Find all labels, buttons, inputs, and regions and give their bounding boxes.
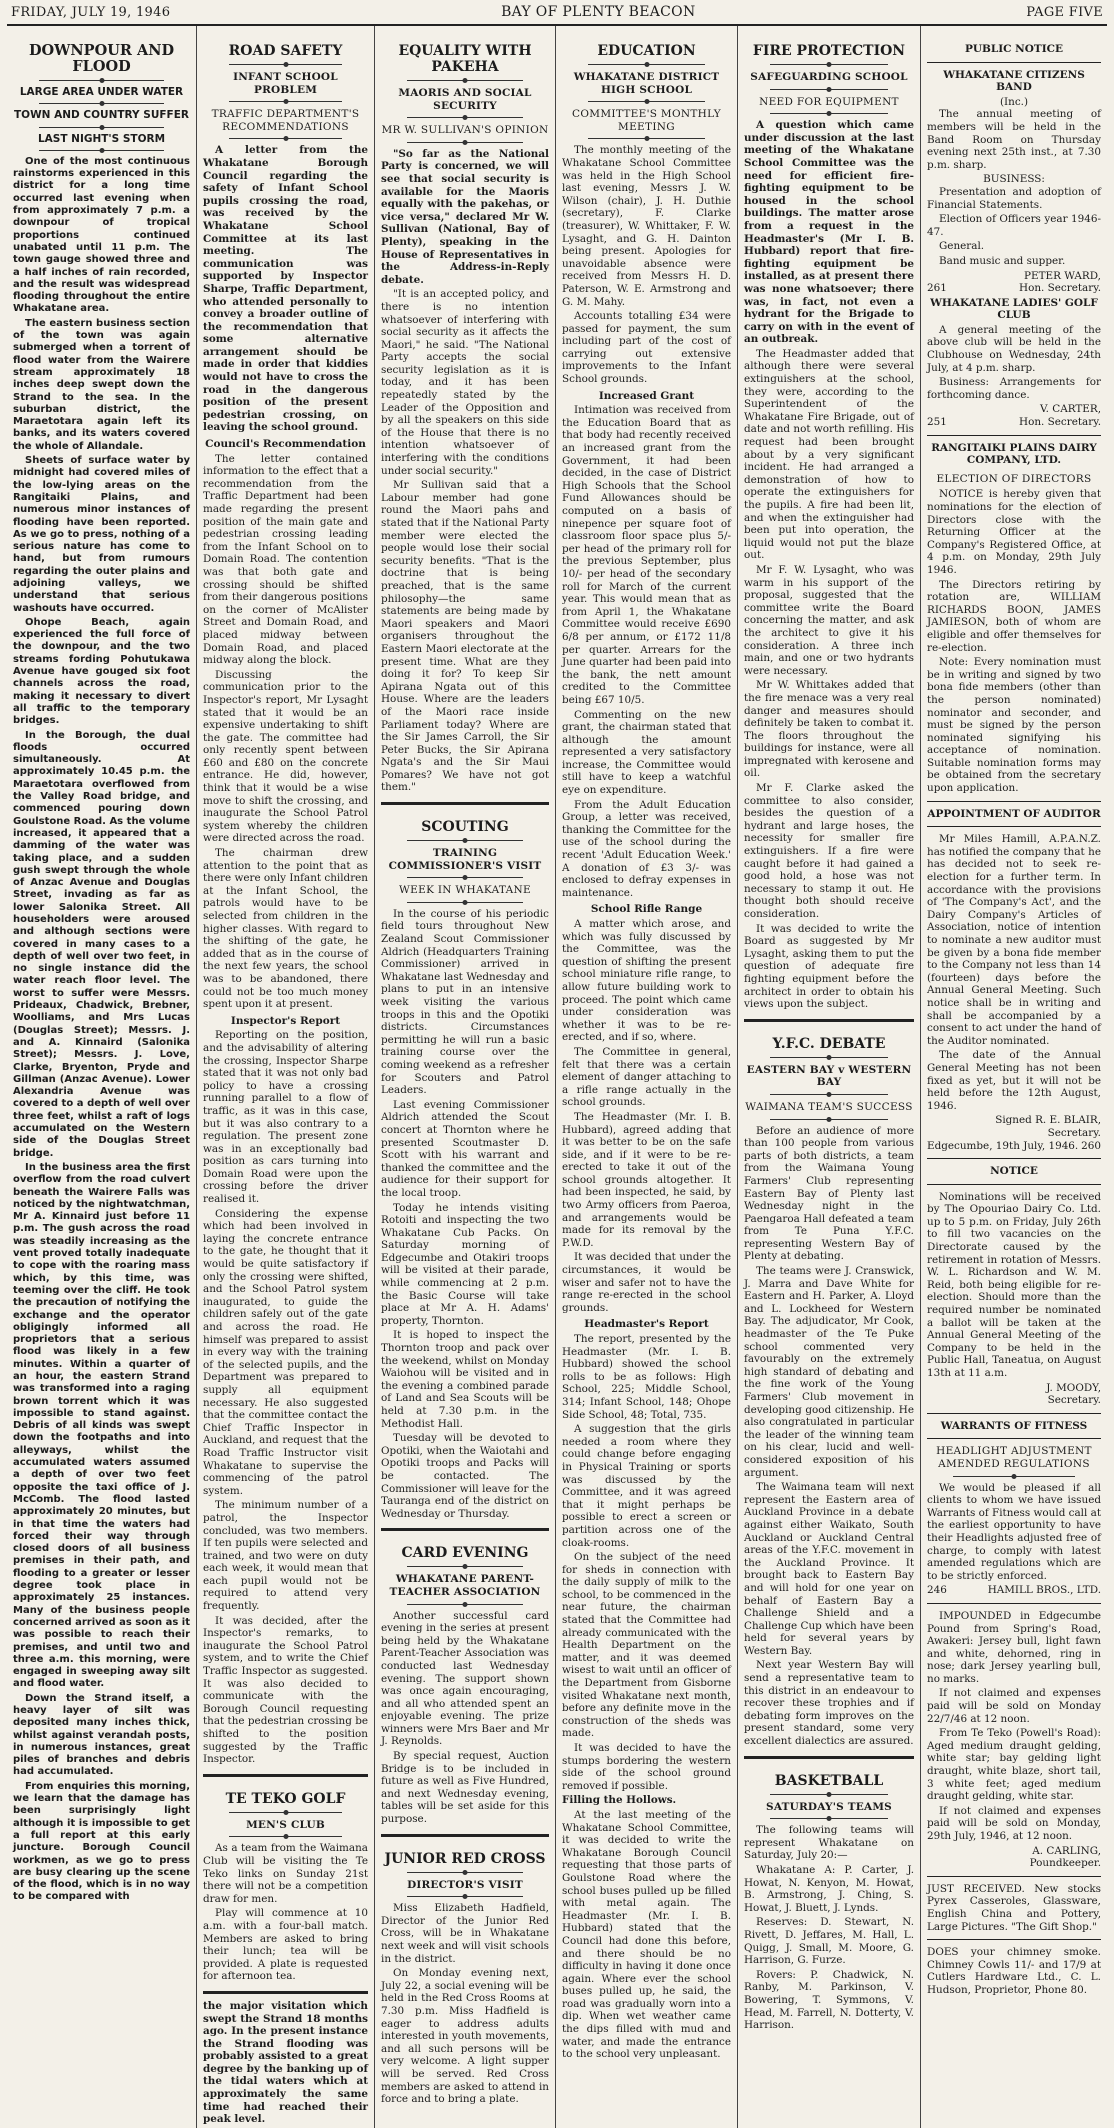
- subhead: MEN'S CLUB: [246, 1818, 325, 1831]
- signature-role: Secretary.: [1047, 1394, 1101, 1407]
- divider: [770, 1119, 888, 1120]
- divider: [588, 101, 705, 102]
- divider: [927, 1876, 1101, 1877]
- subhead: SAFEGUARDING SCHOOL: [750, 71, 908, 83]
- divider: [927, 435, 1101, 436]
- columns: [7, 26, 1107, 2126]
- column-fire-protection: [738, 26, 921, 2128]
- column-public-notices: [921, 26, 1107, 2128]
- paragraph: General.: [939, 240, 985, 253]
- headline-junior-red-cross: JUNIOR RED CROSS: [384, 1850, 546, 1867]
- paragraph: A suggestion that the girls needed a room where they could change before engaging in Physical Training or sports was discussed by the Committee, and it was agreed that it might perhaps be possible to erect a screen or partition across one of the cloak-rooms.: [562, 1423, 731, 1549]
- paragraph: It was decided to write the Board as suggested by Mr Lysaght, asking them to put the question of adequate fire fighting equipment before the architect in order to obtain his views upon the subject.: [744, 922, 914, 1011]
- divider: [407, 1896, 523, 1897]
- paragraph: From enquiries this morning, we learn that the damage has been surprisingly light although it is impossible to get a full report at this early juncture. Borough Council workmen, as we go to press are busy clearing up the scene of the flood, which is in no way to be compared with: [13, 1780, 190, 1903]
- paragraph: It was decided, after the Inspector's remarks, to inaugurate the School Patrol system, and to write the Chief Traffic Inspector as suggested. It was also decided to communicate with the Borough Council requesting that the pedestrian crossing be shifted to the position suggested by the Traffic Inspector.: [203, 1614, 368, 1766]
- subhead: TRAINING COMMISSIONER'S VISIT: [388, 847, 542, 872]
- lead-paragraph: A question which came under discussion at the last meeting of the Whakatane School Committee was the need for efficient fire-fighting equipment to be housed in the school buildings. The matter arose from a request in the Headmaster's (Mr I. B. Hubbard) report that fire-fighting equipment be installed, as at present there was none whatsoever; there was, in fact, not even a hydrant for the Brigade to carry on with in the event of an outbreak.: [744, 119, 914, 346]
- notice-subtitle: (Inc.): [999, 95, 1029, 108]
- paragraph: The chairman drew attention to the point that as there were only Infant children at the Infant School, the patrols would have to be selected from children in the higher classes. With regard to the shifting of the gate, he added that as in the course of the next few years, the school was to be abandoned, there could not be too much money spent upon it at present.: [203, 847, 368, 1011]
- divider: [770, 1794, 888, 1795]
- paragraph: The report, presented by the Headmaster (Mr. I. B. Hubbard) showed the school rolls to be as follows: High School, 225; Middle School, 314; Infant School, 148; Ohope Side School, 48; Total, 735.: [562, 1333, 731, 1421]
- section-heading: Headmaster's Report: [584, 1318, 709, 1331]
- signature-row: [927, 1584, 1101, 1597]
- notice-title: APPOINTMENT OF AUDITOR: [927, 807, 1101, 820]
- paragraph: Note: Every nomination must be in writing and signed by two bona fide members (other than the person nominated) nominator and seconder, and must be signed by the person nominated signifying his acceptance of nomination. Suitable nomination forms may be obtained from the secretary upon application.: [927, 656, 1101, 795]
- divider: [927, 1603, 1101, 1604]
- paragraph: It was decided that under the circumstances, it would be wiser and safer not to have the range re-erected in the school grounds.: [562, 1251, 731, 1314]
- divider: [744, 1019, 914, 1022]
- paragraph: It was decided to have the stumps bordering the western side of the school ground removed if possible.: [562, 1742, 731, 1792]
- paragraph: "It is an accepted policy, and there is no intention whatsoever of interfering with social security as it affects the Maori," he said. "The National Party accepts the social security legislation as it is today, and it has been repeatedly stated by the Leader of the Opposition and by all the speakers on this side of the House that there is no intention whatsoever of interfering with the conditions under social security.": [381, 288, 549, 477]
- paragraph: Another successful card evening in the series at present being held by the Whakatane Parent-Teacher Association was conducted last Wednesday evening. The support shown was once again encouraging, and all who attended spent an enjoyable evening. The prize winners were Mrs Baer and Mr J. Reynolds.: [381, 1609, 549, 1748]
- paragraph: Whakatane A: P. Carter, J. Howat, N. Kenyon, M. Howat, B. Armstrong, J. Ching, S. Howat, J. Bluett, J. Lynds.: [744, 1864, 914, 1914]
- paragraph: Reserves: D. Stewart, N. Rivett, D. Jeffares, M. Hall, L. Quigg, J. Small, M. Moore, G. Harrison, G. Furze.: [744, 1916, 914, 1967]
- paragraph: In the course of his periodic field tours throughout New Zealand Scout Commissioner Aldrich (Headquarters Training Commissioner) arrived in Whakatane last Wednesday and plans to put in an intensive week visiting the various troops in this and the Opotiki districts. Circumstances permitting he will run a basic training course over the coming weekend as a refresher for Scouters and Patrol Leaders.: [381, 907, 549, 1097]
- divider: [407, 80, 523, 81]
- paragraph: Tuesday will be devoted to Opotiki, when the Waiotahi and Opotiki troops and Packs will be contacted. The Commissioner will leave for the Tauranga end of the district on Wednesday or Thursday.: [381, 1432, 549, 1520]
- subhead: WHAKATANE DISTRICT HIGH SCHOOL: [573, 71, 720, 96]
- signature: J. MOODY,: [1046, 1381, 1101, 1394]
- paragraph: Business: Arrangements for forthcoming dance.: [927, 376, 1101, 401]
- divider: [407, 840, 523, 841]
- paragraph: Presentation and adoption of Financial Statements.: [927, 185, 1101, 211]
- paragraph: Mr Miles Hamill, A.P.A.N.Z. has notified the company that he has decided not to seek re-election for a further term. In accordance with the provisions of 'The Company's Act', and the Dairy Company's Articles of Association, notice of intention to nominate a new auditor must be given by a bona fide member to the Company not less than 14 (fourteen) days before the Annual General Meeting. Such notice shall be in writing and shall be accompanied by a consent to act under the hand of the Auditor nominated.: [927, 833, 1101, 1047]
- paragraph: Nominations will be received by The Opouriao Dairy Co. Ltd. up to 5 p.m. on Friday, July 26th to fill two vacancies on the Directorate caused by the retirement in rotation of Messrs. W. L. Richardson and W. M. Reid, both being eligible for re-election. Should more than the required number be nominated a ballot will be taken at the Annual General Meeting of the Company to be held in the Public Hall, Taneatua, on August 13th at 11 a.m.: [927, 1190, 1101, 1379]
- divider: [407, 142, 523, 143]
- headline-equality: EQUALITY WITH PAKEHA: [398, 43, 532, 75]
- paragraph: From the Adult Education Group, a letter was received, thanking the Committee for the use of the school during the recent 'Adult Education Week.' A donation of £3 3/- was enclosed to defray expenses in maintenance.: [562, 798, 731, 899]
- headline-education: EDUCATION: [597, 43, 696, 59]
- divider: [39, 127, 164, 128]
- paragraph: On the subject of the need for sheds in connection with the daily supply of milk to the school, to be commenced in the near future, the chairman stated that the Committee had already communicated with the Health Department on the matter, and it was deemed wisest to wait until an officer of the Department from Gisborne visited Whakatane next month, before any definite move in the construction of the sheds was made.: [562, 1551, 731, 1740]
- subhead: LAST NIGHT'S STORM: [37, 132, 166, 145]
- headline-downpour: DOWNPOUR AND FLOOD: [28, 42, 175, 75]
- divider: [770, 89, 888, 90]
- signature-row: [927, 416, 1101, 429]
- section-heading: Inspector's Report: [230, 1014, 341, 1027]
- divider: [407, 117, 523, 118]
- divider: [770, 1818, 888, 1819]
- divider: [203, 1991, 368, 1994]
- divider: [770, 113, 888, 114]
- paragraph: As a team from the Waimana Club will be visiting the Te Teko links on Sunday 21st there will not be a competition draw for men.: [203, 1842, 368, 1905]
- divider: [927, 1438, 1101, 1439]
- signature: A. CARLING,: [1032, 1844, 1101, 1857]
- signature: Signed R. E. BLAIR,: [995, 1114, 1101, 1127]
- notice-number: 246: [927, 1584, 947, 1597]
- divider: [744, 1756, 914, 1759]
- divider: [39, 80, 164, 81]
- paragraph: The Directors retiring by rotation are, WILLIAM RICHARDS BOON, JAMES JAMIESON, both of whom are eligible and offer themselves for re-election.: [927, 578, 1101, 654]
- divider: [381, 802, 549, 805]
- notice-title: WARRANTS OF FITNESS: [940, 1419, 1088, 1432]
- subhead: LARGE AREA UNDER WATER: [19, 86, 184, 98]
- divider: [927, 1413, 1101, 1414]
- signature-role: Secretary.: [1047, 1126, 1101, 1139]
- paragraph: If not claimed and expenses paid will be sold on Monday, 29th July, 1946, at 12 noon.: [927, 1804, 1101, 1842]
- column-downpour: [7, 26, 197, 2128]
- paragraph: Mr F. Clarke asked the committee to also consider, besides the question of a hydrant and large hoses, the necessity for smaller fire extinguishers. If a fire were caught before it had gained a good hold, a hose was not necessary to stamp it out. He thought both should receive consideration.: [744, 782, 914, 920]
- divider: [203, 1774, 368, 1777]
- divider: [229, 64, 342, 65]
- classified-ad: JUST RECEIVED. New stocks Pyrex Casseroles, Glassware, English China and Pottery, Large Pictures. "The Gift Shop.": [927, 1882, 1101, 1933]
- lead-paragraph: "So far as the National Party is concerned, we will see that social security is available for the Maoris equally with the pakehas, or vice versa," declared Mr W. Sullivan (National, Bay of Plenty), speaking in the House of Representatives in the Address-in-Reply debate.: [381, 147, 549, 286]
- signature-role: Hon. Secretary.: [1019, 282, 1101, 295]
- paragraph: Commenting on the new grant, the chairman stated that although the amount represented a very satisfactory increase, the Committee would still have to keep a watchful eye on expenditure.: [562, 708, 731, 797]
- masthead-date: FRIDAY, JULY 19, 1946: [11, 4, 171, 20]
- signature: HAMILL BROS., LTD.: [987, 1584, 1101, 1597]
- divider: [770, 64, 888, 65]
- signature-row: [927, 282, 1101, 295]
- divider: [381, 1834, 549, 1837]
- paragraph: Miss Elizabeth Hadfield, Director of the Junior Red Cross, will be in Whakatane next week and will visit schools in the district.: [381, 1902, 549, 1965]
- classified-ad: DOES your chimney smoke. Chimney Cowls 11/- and 17/9 at Cutlers Hardware Ltd., C. L. Hudson, Proprietor, Phone 80.: [927, 1946, 1101, 1996]
- headline-card-evening: CARD EVENING: [401, 1545, 529, 1562]
- divider: [927, 1939, 1101, 1940]
- paragraph: At the last meeting of the Whakatane School Committee, it was decided to write the Whakatane Borough Council requesting that those parts of Goulstone Road where the school buses pulled up be filled with metal again. The Headmaster (Mr. I. B. Hubbard) stated that the Council had done this before, and there should be no difficulty in having it done once again. Where ever the school buses pulled up, he said, the road was gradually worn into a dip. When wet weather came the dips filled with mud and water, and made the entrance to the school very unpleasant.: [562, 1808, 731, 2061]
- divider: [229, 101, 342, 102]
- paragraph: The annual meeting of members will be held in the Band Room on Thursday evening next 25th inst., at 7.30 p.m. sharp.: [927, 108, 1101, 171]
- headline-te-teko-golf: TE TEKO GOLF: [225, 1790, 346, 1807]
- paragraph: The date of the Annual General Meeting has not been fixed as yet, but it will not be held before the 12th August, 1946.: [927, 1049, 1101, 1112]
- headline-public-notice: PUBLIC NOTICE: [964, 43, 1064, 55]
- notice-subtitle: HEADLIGHT ADJUSTMENT AMENDED REGULATIONS: [936, 1445, 1092, 1470]
- notice-number: 251: [927, 416, 947, 429]
- subhead: WHAKATANE PARENT-TEACHER ASSOCIATION: [389, 1573, 541, 1598]
- newspaper-page: [7, 0, 1107, 2126]
- paragraph: Election of Officers year 1946-47.: [927, 213, 1101, 238]
- section-heading: Increased Grant: [598, 389, 695, 402]
- paragraph: Accounts totalling £34 were passed for payment, the sum including part of the cost of carrying out extensive improvements to the Infant School grounds.: [562, 310, 731, 386]
- notice-number: 260: [1081, 1139, 1101, 1152]
- paragraph: In the business area the first overflow from the road culvert beneath the Wairere Falls was noticed by the nightwatchman, Mr A. Kinnaird just before 11 p.m. The gush across the road was steadily increasing as the vent proved totally inadequate to cope with the roaring mass which, by this time, was teeming over the cliff. He took the precaution of notifying the exchange and the operator obligingly informed all proprietors that a serious flood was likely in a few minutes. Within a quarter of an hour, the eastern Strand was transformed into a raging brown torrent which it was impossible to stand against. Debris of all kinds was swept down the footpaths and into alleyways, whilst the accumulated waters assumed a depth of over two feet opposite the taxi office of J. McComb. The flood lasted approximately 20 minutes, but in that time the waters had forced their way through closed doors of all business premises in their path, and flooding to a greater or lesser degree took place in approximately 25 instances. Many of the business people concerned arrived as soon as it was possible to reach their premises, and until two and three a.m. this morning, were engaged in sweeping away silt and flood water.: [13, 1161, 190, 1690]
- subhead: WAIMANA TEAM'S SUCCESS: [745, 1100, 913, 1113]
- continued-paragraph: the major visitation which swept the Strand 18 months ago. In the present instance the Strand flooding was probably assisted to a great degree by the banking up of the tidal waters which at approximately the same time had reached their peak level.: [203, 1999, 368, 2126]
- paragraph: In the Borough, the dual floods occurred simultaneously. At approximately 10.45 p.m. the Maraetotara overflowed from the Valley Road bridge, and commenced pouring down Goulstone Road. As the volume increased, it appeared that a damming of the water was taking place, and a sudden gush swept through the whole of Anzac Avenue and Douglas Street, invading as far as lower Salonika Street. All householders were aroused and although sections were covered in many cases to a depth of well over two feet, in no single instance did the water reach floor level. The worst to suffer were Messrs. Prideaux, Chadwick, Brebner, Woolliams, and Mrs Lucas (Douglas Street); Messrs. J. and A. Kinnaird (Salonika Street); Messrs. J. Love, Clarke, Bryenton, Pryde and Gillman (Anzac Avenue). Lower Alexandria Avenue was covered to a depth of well over three feet, whilst a raft of logs accumulated on the Western side of the Douglas Street bridge.: [13, 729, 190, 1159]
- paragraph: Mr W. Whittakes added that the fire menace was a very real danger and measures should definitely be taken to combat it. The floors throughout the buildings for instance, were all impregnated with kerosene and oil.: [744, 679, 914, 780]
- notice-label: BUSINESS:: [983, 173, 1045, 186]
- subhead: INFANT SCHOOL PROBLEM: [233, 71, 338, 96]
- subhead: NEED FOR EQUIPMENT: [759, 95, 899, 108]
- divider: [588, 64, 705, 65]
- paragraph: The eastern business section of the town was again submerged when a torrent of flood water from the Wairere stream approximately 18 inches deep swept down the Strand to the sea. In the suburban district, the Maraetotara again left its banks, and its waters covered the whole of Allandale.: [13, 317, 190, 452]
- paragraph: NOTICE is hereby given that nominations for the election of Directors close with the Returning Officer at the Company's Registered Office, at 4 p.m. on Monday, 29th July 1946.: [927, 488, 1101, 576]
- masthead-page: PAGE FIVE: [1026, 4, 1103, 20]
- subhead: DIRECTOR'S VISIT: [407, 1878, 523, 1891]
- paragraph: Ohope Beach, again experienced the full force of the downpour, and the two streams fording Pohutukawa Avenue have gouged six foot channels across the road, making it necessary to divert all traffic to the temporary bridges.: [13, 616, 190, 727]
- divider: [770, 1094, 888, 1095]
- paragraph: Considering the expense which had been involved in laying the concrete entrance to the gate, he thought that it would be quite satisfactory if only the crossing were shifted, and the School Patrol system inaugurated, to guide the children safely out of the gate and across the road. He himself was prepared to assist in every way with the training of the selected pupils, and the Department was prepared to supply all equipment necessary. He also suggested that the committee contact the Chief Traffic Inspector in Auckland, and request that the Road Traffic Instructor visit Whakatane to supervise the commencing of the patrol system.: [203, 1207, 368, 1497]
- paragraph: The Committee in general, felt that there was a certain element of danger attaching to a rifle range actually in the school grounds.: [562, 1045, 731, 1109]
- subhead: TOWN AND COUNTRY SUFFER: [14, 109, 189, 122]
- paragraph: We would be pleased if all clients to whom we have issued Warrants of Fitness would call at the earliest opportunity to have their Headlights adjusted free of charge, to comply with latest amended regulations which are to be strictly enforced.: [927, 1481, 1101, 1582]
- masthead-paper-name: BAY OF PLENTY BEACON: [501, 4, 696, 20]
- paragraph: The monthly meeting of the Whakatane School Committee was held in the High School last evening, Messrs J. W. Wilson (chair), J. H. Duthie (secretary), F. Clarke (treasurer), W. Whittaker, F. W. Lysaght, and G. H. Dainton being present. Apologies for unavoidable absence were received from Messrs H. D. Paterson, W. E. Armstrong and G. M. Mahy.: [562, 144, 731, 308]
- notice-subtitle: ELECTION OF DIRECTORS: [936, 472, 1092, 485]
- paragraph: On Monday evening next, July 22, a social evening will be held in the Red Cross Rooms at 7.30 p.m. Miss Hadfield is eager to address adults interested in youth movements, and all such persons will be very welcome. A light supper will be served. Red Cross members are asked to attend in force and to bring a plate.: [381, 1967, 549, 2106]
- subhead: WEEK IN WHAKATANE: [399, 884, 531, 897]
- divider: [927, 826, 1101, 827]
- divider: [39, 103, 164, 104]
- signature-role: Hon. Secretary.: [1019, 416, 1101, 429]
- paragraph: Sheets of surface water by midnight had covered miles of the low-lying areas on the Rangitaiki Plains, and numerous minor instances of flooding have been reported. As we go to press, nothing of a serious nature has come to hand, but from rumours regarding the outer plains and adjoining valleys, we understand that serious washouts have occurred.: [13, 455, 190, 614]
- divider: [953, 1476, 1075, 1477]
- lead-paragraph: A letter from the Whakatane Borough Council regarding the safety of Infant School pupils crossing the road, was received by the Whakatane School Committee at its last meeting. The communication was supported by Inspector Sharpe, Traffic Department, who attended personally to convey a broader outline of the recommendation that some alternative arrangement should be made in order that kiddies would not have to cross the road in the dangerous position of the present pedestrian crossing, on leaving the school ground.: [203, 144, 368, 434]
- divider: [770, 1057, 888, 1058]
- headline-scouting: SCOUTING: [421, 819, 509, 836]
- paragraph: The following teams will represent Whakatane on Saturday, July 20:—: [744, 1824, 914, 1862]
- divider: [407, 1566, 523, 1567]
- divider: [407, 1872, 523, 1873]
- subhead: SATURDAY'S TEAMS: [766, 1800, 892, 1813]
- notice-title: WHAKATANE LADIES' GOLF CLUB: [930, 296, 1098, 322]
- divider: [927, 801, 1101, 802]
- paragraph: Play will commence at 10 a.m. with a four-ball match. Members are asked to bring their lunch; tea will be provided. A plate is requested for afternoon tea.: [203, 1907, 368, 1983]
- subhead: MAORIS AND SOCIAL SECURITY: [398, 87, 532, 112]
- paragraph: From Te Teko (Powell's Road): Aged medium draught gelding, white star; bay gelding light draught, white blaze, short tail, 3 white feet; aged medium draught gelding, white star.: [927, 1727, 1101, 1803]
- headline-yfc-debate: Y.F.C. DEBATE: [772, 1035, 886, 1052]
- divider: [229, 138, 342, 139]
- paragraph: The Waimana team will next represent the Eastern area of Auckland Province in a debate against either Waikato, South Auckland or Auckland Central areas of the Y.F.C. movement in the Auckland Province. It brought back to Eastern Bay and will hold for one year on behalf of Eastern Bay a Challenge Shield and a Challenge Cup which have been held for several years by Western Bay.: [744, 1481, 914, 1657]
- divider: [927, 1158, 1101, 1159]
- divider: [229, 1836, 342, 1837]
- divider: [927, 62, 1101, 63]
- signature: PETER WARD,: [1024, 269, 1101, 282]
- signature-row: [927, 1140, 1101, 1153]
- divider: [381, 1528, 549, 1531]
- subhead: EASTERN BAY v WESTERN BAY: [746, 1063, 912, 1089]
- paragraph: If not claimed and expenses paid will be sold on Monday 22/7/46 at 12 noon.: [927, 1687, 1101, 1725]
- paragraph: Mr F. W. Lysaght, who was warm in his support of the proposal, suggested that the committee write the Board concerning the matter, and ask the architect to give it his consideration. A three inch main, and one or two hydrants were necessary.: [744, 563, 914, 677]
- paragraph: The Headmaster added that although there were several extinguishers at the school, they were, according to the Superintendent of the Whakatane Fire Brigade, out of date and not worth refilling. His request had been brought about by a very significant incident. He had arranged a demonstration of how to operate the extinguishers for the pupils. A fire had been lit, and when the extinguisher had been put into operation, the liquid would not put the blaze out.: [744, 347, 914, 562]
- headline-fire-protection: FIRE PROTECTION: [752, 43, 906, 59]
- paragraph: Down the Strand itself, a heavy layer of silt was deposited many inches thick, whilst against verandah posts, in numerous instances, great piles of branches and debris had accumulated.: [13, 1692, 190, 1778]
- paragraph: Last evening Commissioner Aldrich attended the Scout concert at Thornton where he presented Scoutmaster D. Scott with his warrant and thanked the committee and the audience for their support for the local troop.: [381, 1098, 549, 1199]
- paragraph: IMPOUNDED in Edgecumbe Pound from Spring's Road, Awakeri: Jersey bull, light fawn and white, dehorned, ring in nose; dark Jersey yearling bull, no marks.: [927, 1609, 1101, 1685]
- paragraph: Next year Western Bay will send a representative team to this district in an endeavour to recover these trophies and if debating form improves on the present standard, some very excellent dialectics are assured.: [744, 1659, 914, 1748]
- paragraph: By special request, Auction Bridge is to be included in future as well as Five Hundred, and next Wednesday evening, tables will be set aside for this purpose.: [381, 1750, 549, 1826]
- paragraph: It is hoped to inspect the Thornton troop and pack over the weekend, whilst on Monday Waiohou will be visited and in the evening a combined parade of Land and Sea Scouts will be held at 7.30 p.m. in the Methodist Hall.: [381, 1329, 549, 1430]
- subhead: MR W. SULLIVAN'S OPINION: [381, 124, 549, 137]
- divider: [927, 1184, 1101, 1185]
- paragraph: The teams were J. Cranswick, J. Marra and Dave White for Eastern and H. Parker, A. Lloyd and L. Lockheed for Western Bay. The adjudicator, Mr Cook, headmaster of the Te Puke school commented very favourably on the extremely high standard of debating and the fine work of the Young Farmers' Club movement in developing good citizenship. He also congratulated in particular the leader of the winning team on his clear, lucid and well-considered exposition of his argument.: [744, 1265, 914, 1479]
- paragraph: One of the most continuous rainstorms experienced in this district for a long time occurred last evening when from approximately 7 p.m. a downpour of tropical proportions continued unabated until 11 p.m. The town gauge showed three and a half inches of rain recorded, and the result was widespread flooding throughout the entire Whakatane area.: [13, 155, 190, 315]
- paragraph: Mr Sullivan said that a Labour member had gone round the Maori pahs and stated that if the National Party member were elected the people would lose their social security benefits. "That is the doctrine that is being preached, that is the same philosophy—the same statements are being made by Maori speakers and Maori organisers throughout the Eastern Maori electorate at the present time. What are they doing it for? To keep Sir Apirana Ngata out of this House. Where are the leaders of the Maori race inside Parliament today? Where are the Sir James Carroll, the Sir Peter Bucks, the Sir Apirana Ngata's and the Sir Maui Pomares? We have not got them.": [381, 479, 549, 794]
- paragraph: The minimum number of a patrol, the Inspector concluded, was two members. If ten pupils were selected and trained, and two were on duty each week, it would mean that each pupil would not be required to attend very frequently.: [203, 1499, 368, 1613]
- divider: [588, 138, 705, 139]
- divider: [39, 150, 164, 151]
- paragraph: Band music and supper.: [939, 254, 1066, 267]
- signature-role: Poundkeeper.: [1029, 1857, 1101, 1870]
- paragraph: A matter which arose, and which was fully discussed by the Committee, was the question of shifting the present school miniature rifle range, to allow future building work to proceed. The point which came under consideration was whether it was to be re-erected, and if so, where.: [562, 918, 731, 1044]
- signature: V. CARTER,: [1039, 403, 1101, 416]
- column-education: [556, 26, 738, 2128]
- notice-title: NOTICE: [990, 1165, 1038, 1178]
- paragraph: Today he intends visiting Rotoiti and inspecting the two Whakatane Cub Packs. On Saturday morning of Edgecumbe and Otakiri troops will be visited at their parade, while commencing at 2 p.m. the Basic Course will take place at Mr A. H. Adams' property, Thornton.: [381, 1201, 549, 1327]
- subhead: COMMITTEE'S MONTHLY MEETING: [572, 108, 721, 133]
- paragraph: The letter contained information to the effect that a recommendation from the Traffic Department had been made regarding the present position of the main gate and pedestrian crossing leading from the Infant School on to Domain Road. The contention was that both gate and crossing should be shifted from their dangerous positions on the corner of McAlister Street and Domain Road, and placed midway between Domain Road, and placed midway along the block.: [203, 452, 368, 667]
- paragraph: A general meeting of the above club will be held in the Clubhouse on Wednesday, 24th July, at 4 p.m. sharp.: [927, 323, 1101, 374]
- divider: [229, 1812, 342, 1813]
- paragraph: Before an audience of more than 100 people from various parts of both districts, a team from the Waimana Young Farmers' Club representing Eastern Bay of Plenty last Wednesday night in the Paengaroa Hall defeated a team from Te Puna Y.F.C. representing Western Bay of Plenty at debating.: [744, 1124, 914, 1263]
- notice-title: RANGITAIKI PLAINS DAIRY COMPANY, LTD.: [931, 441, 1097, 467]
- section-heading: School Rifle Range: [590, 903, 703, 916]
- paragraph: The Headmaster (Mr. I. B. Hubbard), agreed adding that it was better to be on the safe side, and if it were to be re-erected to take it out of the school grounds altogether. It had been inspected, he said, by two Army officers from Paeroa, and arrangements would be made for its removal by the P.W.D.: [562, 1110, 731, 1249]
- headline-basketball: BASKETBALL: [774, 1772, 884, 1789]
- section-heading: Council's Recommendation: [205, 438, 366, 451]
- column-equality: [375, 26, 556, 2128]
- notice-title: WHAKATANE CITIZENS BAND: [943, 68, 1085, 94]
- headline-road-safety: ROAD SAFETY: [228, 43, 343, 59]
- notice-date: Edgecumbe, 19th July, 1946.: [927, 1139, 1079, 1152]
- paragraph: Intimation was received from the Education Board that as that body had recently received an increased grant from the Government, it had been decided, in the case of District High Schools that the School Fund Allowances should be computed on a basis of ninepence per square foot of classroom floor space plus 5/- per head of the primary roll for the previous September, plus 10/- per head of the secondary roll for March of the current year. This would mean that as from April 1, the Whakatane Committee would receive £690 6/8 per annum, or £172 11/8 per quarter. Arrears for the June quarter had been paid into the bank, the nett amount credited to the Committee being £67 10/5.: [562, 404, 731, 706]
- paragraph: Reporting on the position, and the advisability of altering the crossing, Inspector Sharpe stated that it was not only bad policy to have a crossing running parallel to a flow of traffic, as it was in this case, but it was also contrary to a regulation. The present zone was in an exceptionally bad position as cars turning into Domain Road were upon the crossing before the driver realised it.: [203, 1029, 368, 1206]
- subhead: TRAFFIC DEPARTMENT'S RECOMMENDATIONS: [211, 108, 360, 133]
- paragraph: Rovers: P. Chadwick, N. Ranby, M. Parkinson, V. Bowering, T. Symmons, V. Head, M. Farrell, N. Dotterty, V. Harrison.: [744, 1968, 914, 2032]
- notice-number: 261: [927, 282, 947, 295]
- column-road-safety: [197, 26, 375, 2128]
- divider: [407, 1604, 523, 1605]
- section-heading: Filling the Hollows.: [562, 1794, 677, 1807]
- masthead: [7, 0, 1107, 26]
- divider: [407, 877, 523, 878]
- divider: [407, 902, 523, 903]
- paragraph: Discussing the communication prior to the Inspector's report, Mr Lysaght stated that it would be an expensive undertaking to shift the gate. The committee had only recently spent between £60 and £80 on the concrete entrance. He did, however, think that it would be a wise move to shift the crossing, and inaugurate the School Patrol system whereby the children were directed across the road.: [203, 668, 368, 845]
